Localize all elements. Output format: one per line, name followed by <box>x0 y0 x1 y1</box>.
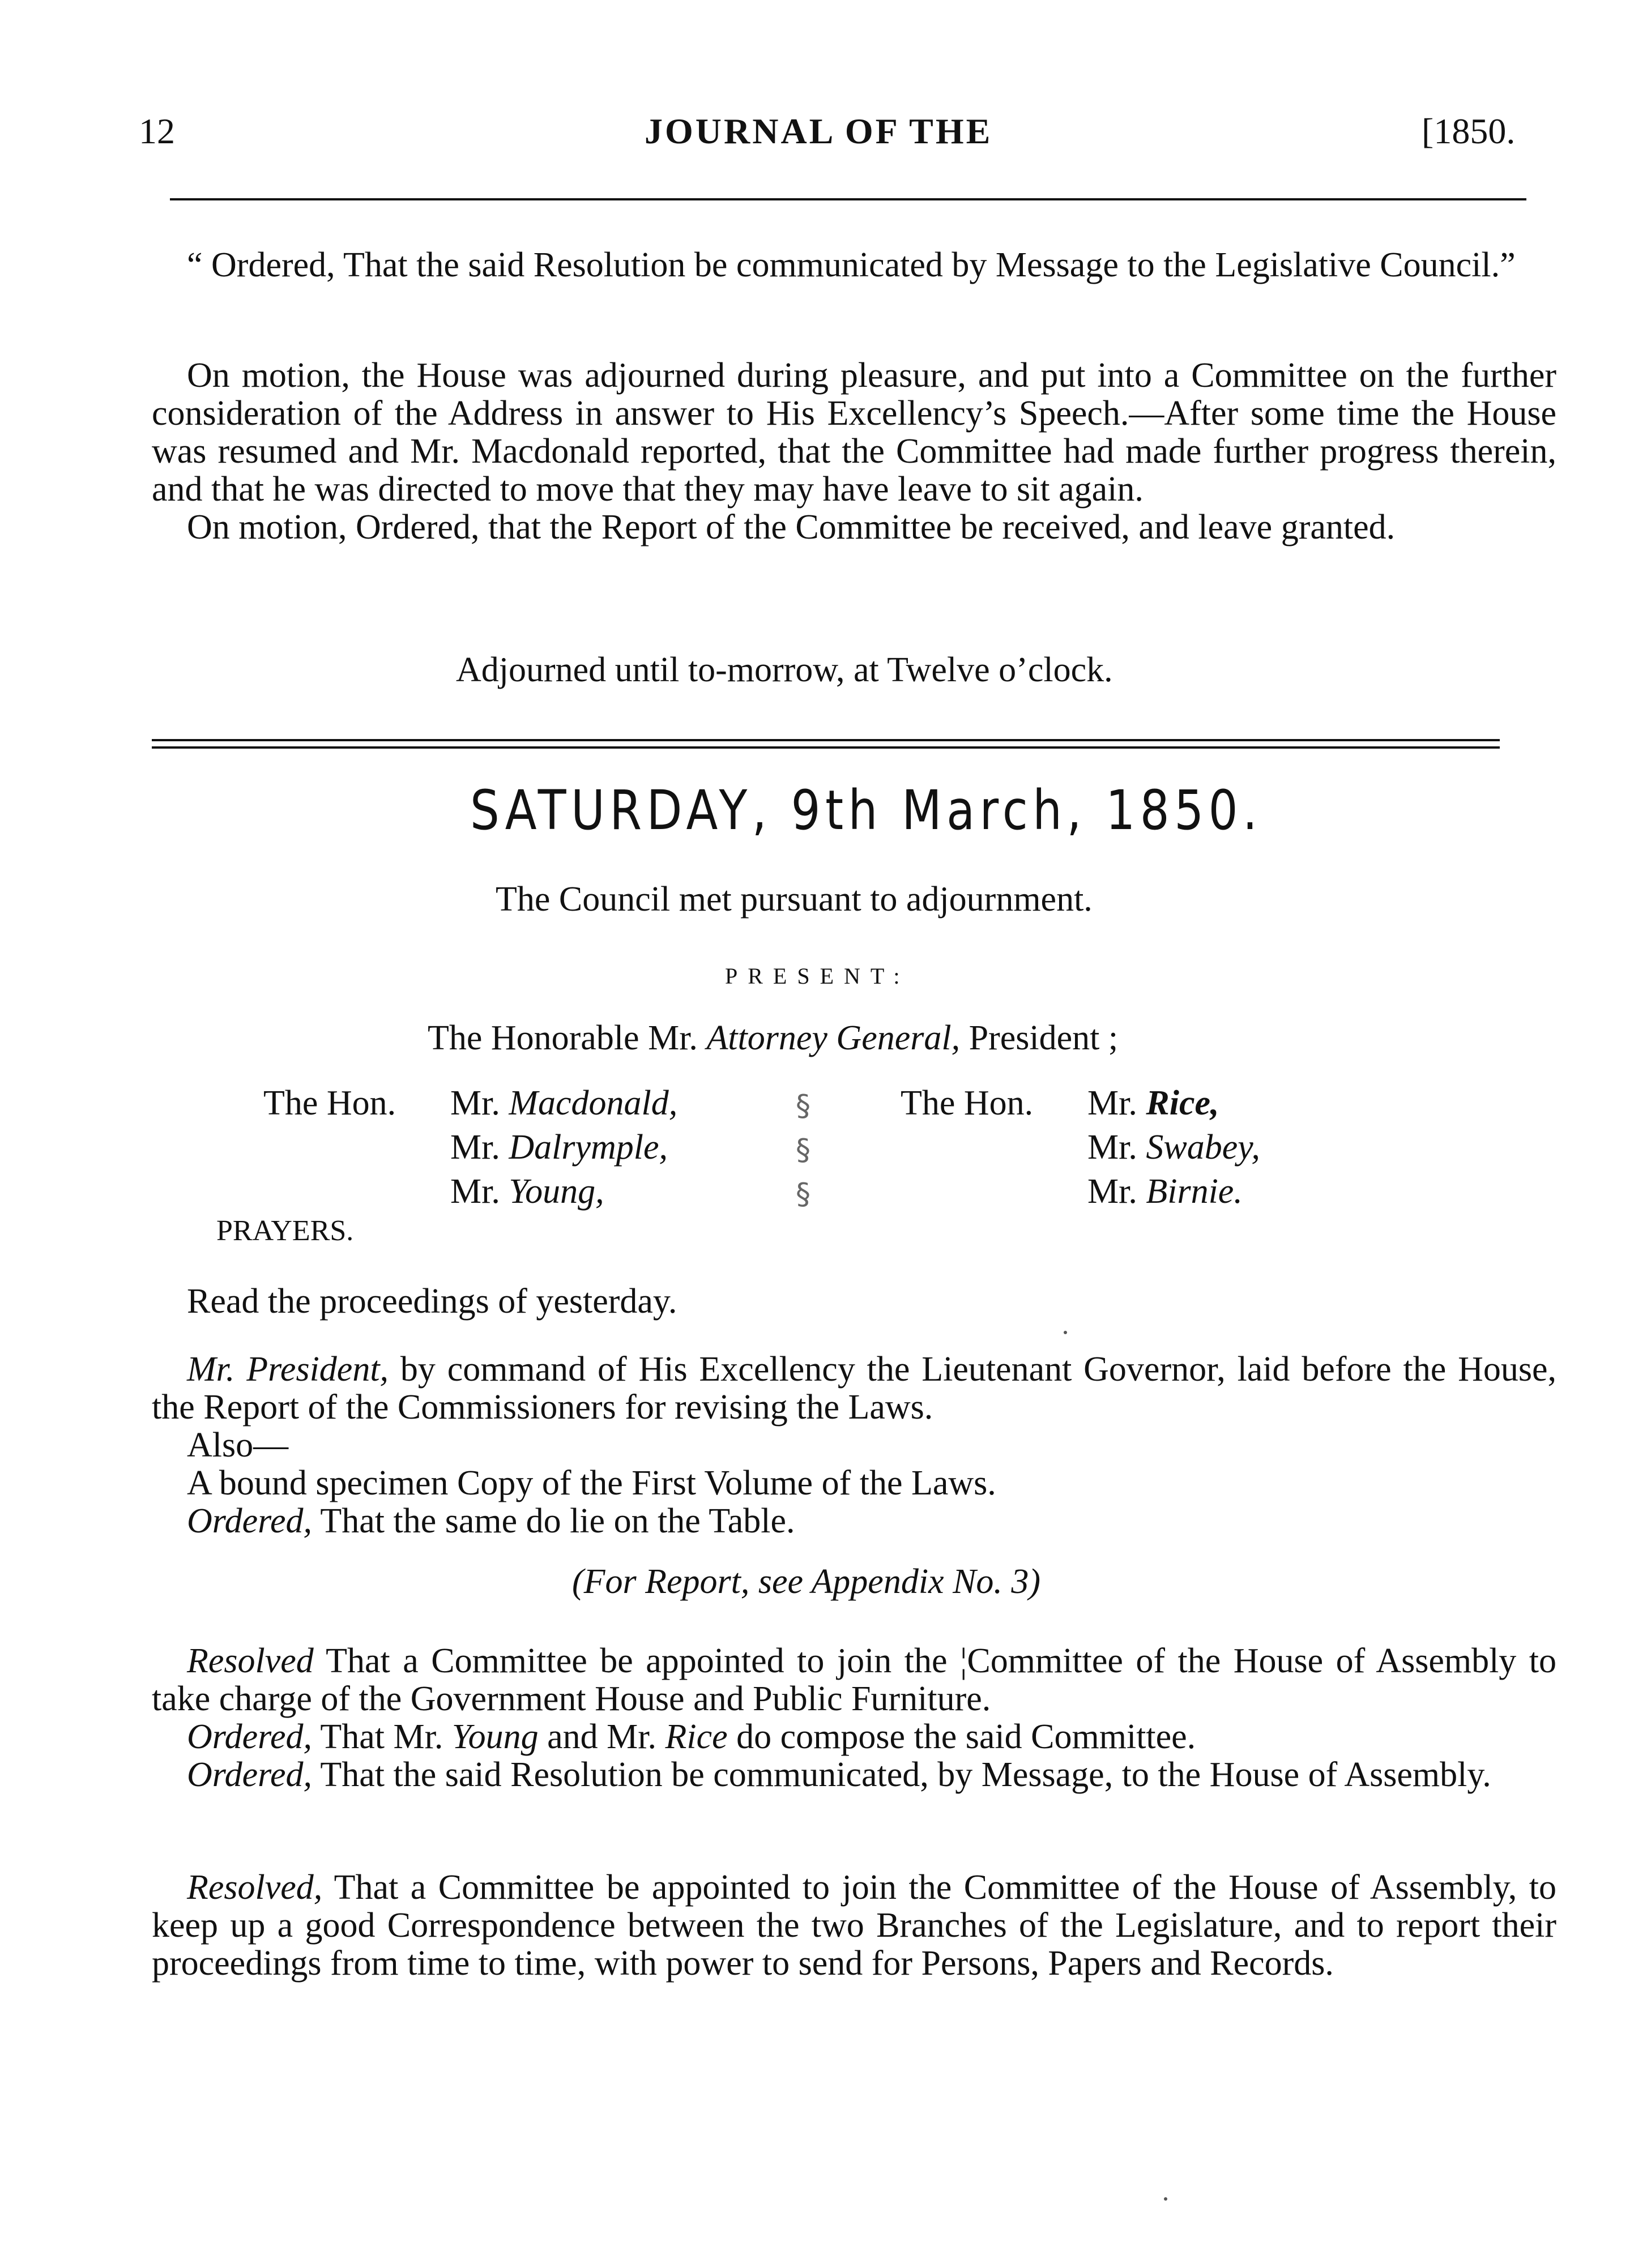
print-speck <box>1164 2197 1167 2201</box>
section-mark-2: § <box>796 1133 810 1167</box>
running-title: JOURNAL OF THE <box>645 111 993 151</box>
section-mark-3: § <box>796 1177 810 1211</box>
right-member-1: Mr. Rice, <box>1087 1084 1219 1122</box>
bound-copy-line: A bound specimen Copy of the First Volume of the Laws. <box>187 1464 996 1502</box>
ordered-message-line: Ordered, That the said Resolution be communicated, by Message, to the House of Assembly. <box>187 1756 1491 1794</box>
ordered-lie-line: Ordered, That the same do lie on the Table. <box>187 1502 795 1540</box>
also-line: Also— <box>187 1426 289 1464</box>
prayers: PRAYERS. <box>216 1215 354 1247</box>
double-rule-bottom <box>152 746 1500 749</box>
resolved-correspondence: Resolved, That a Committee be appointed to join the Committee of the House of Assembly, to keep up a good Correspondence between the two Branches of the Legislature, and to report their proceedings from time to time, with power to send for Persons, Papers and Records. <box>152 1868 1556 1983</box>
right-hon: The Hon. <box>901 1084 1034 1122</box>
on-motion-paragraph: On motion, the House was adjourned during pleasure, and put into a Committee on the further consideration of the Address in answer to His Excellency’s Speech.—After some time the House was resumed and Mr. Macdonald reported, that the Committee had made further progress therein, and that he was directed to move that they may have leave to sit again. On motion, Ordered, that the Report of the Committee be received, and leave granted. <box>152 356 1556 546</box>
president-paragraph: Mr. President, by command of His Excellency the Lieutenant Governor, laid before the House, the Report of the Commissioners for revising the Laws. Also— A bound specimen Copy of the First Volume of the Laws. Ordered, That the same do lie on the Table. <box>152 1350 1557 1540</box>
page-number: 12 <box>139 111 175 151</box>
right-member-3: Mr. Birnie. <box>1087 1172 1243 1211</box>
left-member-1: Mr. Macdonald, <box>450 1084 678 1122</box>
council-met: The Council met pursuant to adjournment. <box>496 880 1093 919</box>
president-line: The Honorable Mr. Attorney General, President ; <box>428 1019 1119 1057</box>
ordered-compose-line: Ordered, That Mr. Young and Mr. Rice do compose the said Committee. <box>187 1718 1196 1756</box>
president-name: Attorney General, <box>706 1019 961 1057</box>
day-heading: SATURDAY, 9th March, 1850. <box>470 779 1262 842</box>
left-member-3: Mr. Young, <box>450 1172 604 1211</box>
present-label: PRESENT: <box>725 963 910 989</box>
report-note: (For Report, see Appendix No. 3) <box>572 1562 1041 1601</box>
print-speck <box>1064 1331 1067 1334</box>
adjourned-line: Adjourned until to-morrow, at Twelve o’clock. <box>456 651 1113 689</box>
running-year: [1850. <box>1422 111 1516 151</box>
ordered-quote: “ Ordered, That the said Resolution be communicated by Message to the Legislative Council.” <box>187 246 1516 284</box>
double-rule-top <box>152 739 1500 741</box>
header-rule <box>170 198 1526 200</box>
left-member-2: Mr. Dalrymple, <box>450 1128 668 1167</box>
right-member-2: Mr. Swabey, <box>1087 1128 1260 1167</box>
section-mark-1: § <box>796 1089 810 1123</box>
left-hon: The Hon. <box>263 1084 396 1122</box>
read-proceedings: Read the proceedings of yesterday. <box>187 1282 677 1321</box>
resolved-government-house: Resolved That a Committee be appointed to join the ¦Committee of the House of Assembly to take charge of the Government House and Public Furniture. Ordered, That Mr. Young and Mr. Rice do compose the said Committee. Ordered, That the said Resolution be communicated, by Message, to the House of Assembly. <box>152 1642 1556 1794</box>
